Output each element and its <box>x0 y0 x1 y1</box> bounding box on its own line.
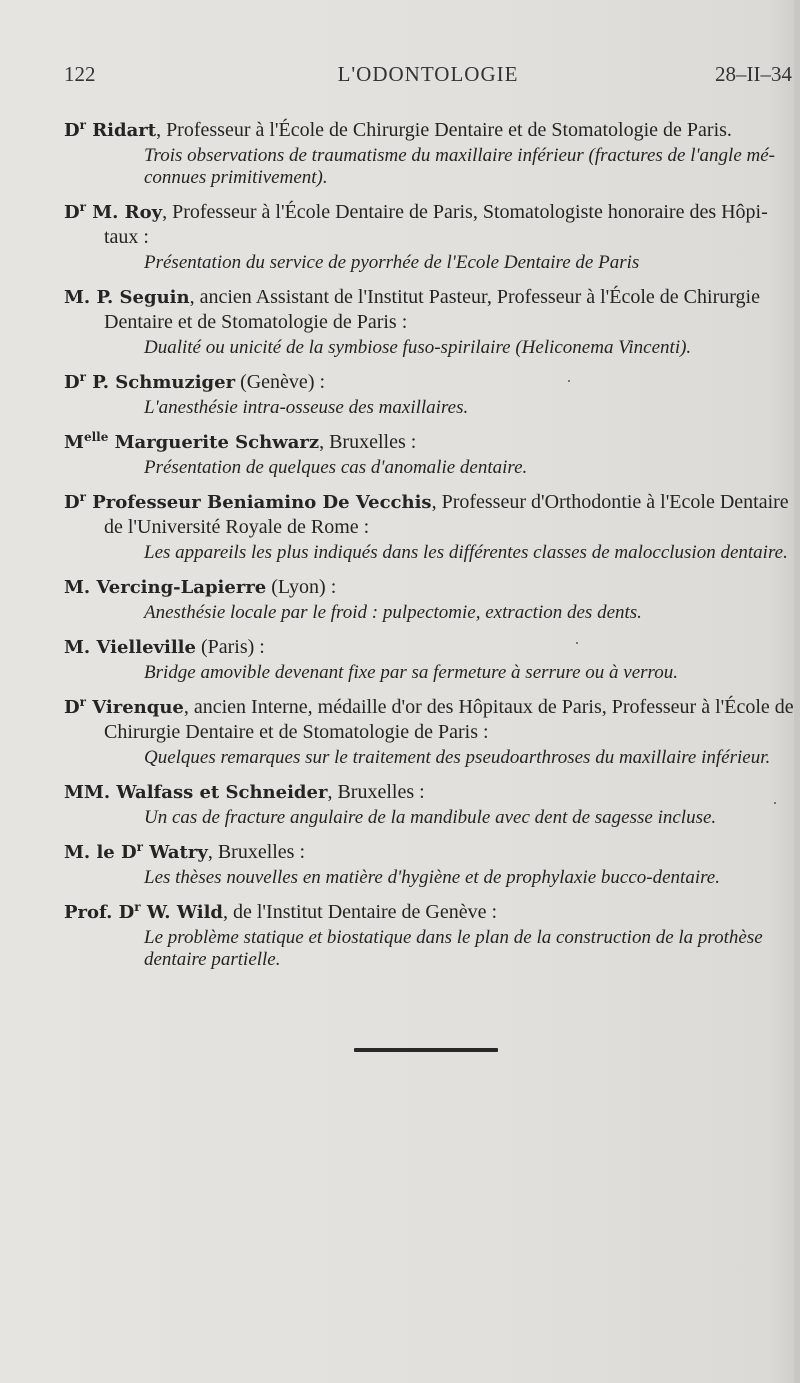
list-item <box>64 775 794 829</box>
list-item <box>64 570 794 624</box>
entry-author <box>64 195 794 250</box>
entry-author <box>64 630 794 660</box>
paper-speck <box>568 380 570 382</box>
entry-author <box>64 113 794 143</box>
page-edge <box>794 0 800 1383</box>
author-prefix: M <box>64 432 84 453</box>
entry-author <box>64 485 794 540</box>
entry-author <box>64 895 794 925</box>
author-prefix-sup: r <box>79 200 86 214</box>
list-item <box>64 195 794 274</box>
page-number: 122 <box>64 62 96 86</box>
entry-title: Trois observations de traumatisme du maxillaire inférieur (fractures de l'angle mé- connues primitivement). <box>144 145 775 188</box>
entry-author <box>64 690 794 745</box>
list-item <box>64 895 794 971</box>
author-prefix: D <box>64 492 80 513</box>
paper-speck <box>576 642 578 644</box>
author-prefix-sup: r <box>136 840 143 854</box>
entry-title: Le problème statique et biostatique dans le plan de la construction de la prothèse dentaire partielle. <box>144 927 763 970</box>
entry-author <box>64 835 794 865</box>
author-affiliation: , Professeur à l'École de Chirurgie Dentaire et de Stomatologie de Paris. <box>156 119 732 141</box>
author-name: M. Vielleville <box>64 637 196 658</box>
entry-author <box>64 570 794 600</box>
author-affiliation: , Professeur d'Orthodontie à l'Ecole Dentaire de l'Université Royale de Rome : <box>104 491 789 538</box>
author-prefix: D <box>64 202 80 223</box>
entry-author <box>64 365 794 395</box>
author-name: Marguerite Schwarz <box>114 432 320 453</box>
entry-title: L'anesthésie intra-osseuse des maxillaires. <box>144 397 469 418</box>
author-prefix: Prof. D <box>64 902 135 923</box>
closing-rule <box>354 1048 498 1052</box>
list-item <box>64 365 794 419</box>
author-affiliation: (Lyon) : <box>266 576 337 598</box>
running-header <box>64 62 792 90</box>
author-prefix: M. le D <box>64 842 137 863</box>
author-name: P. Schmuziger <box>92 372 236 393</box>
author-affiliation: (Genève) : <box>235 371 326 393</box>
author-affiliation: , Professeur à l'École Dentaire de Paris, Stomatologiste honoraire des Hôpi- taux : <box>104 201 768 248</box>
entry-title: Présentation de quelques cas d'anomalie dentaire. <box>144 457 528 478</box>
author-prefix-sup: r <box>79 370 86 384</box>
author-affiliation: , ancien Assistant de l'Institut Pasteur, Professeur à l'École de Chirurgie Dentaire et de Stomatologie de Paris : <box>104 286 760 333</box>
list-item <box>64 690 794 769</box>
author-affiliation: , ancien Interne, médaille d'or des Hôpitaux de Paris, Professeur à l'École de Chirurgie Dentaire et de Stomatologie de Paris : <box>104 696 794 743</box>
author-prefix-sup: r <box>79 118 86 132</box>
entry-title: Anesthésie locale par le froid : pulpectomie, extraction des dents. <box>144 602 642 623</box>
author-prefix-sup: r <box>134 900 141 914</box>
author-name: M. P. Seguin <box>64 287 190 308</box>
list-item <box>64 485 794 564</box>
author-name: M. Vercing-Lapierre <box>64 577 267 598</box>
entry-title: Les thèses nouvelles en matière d'hygiène et de prophylaxie bucco-dentaire. <box>144 867 720 888</box>
entry-title: Quelques remarques sur le traitement des pseudoarthroses du maxillaire inférieur. <box>144 747 771 768</box>
author-affiliation: , Bruxelles : <box>207 841 306 863</box>
author-affiliation: , Bruxelles : <box>319 431 417 453</box>
list-item <box>64 630 794 684</box>
author-name: Virenque <box>92 697 184 718</box>
paper-speck <box>774 802 776 804</box>
author-prefix: D <box>64 372 80 393</box>
author-name: Professeur Beniamino De Vecchis <box>92 492 432 513</box>
list-item <box>64 425 794 479</box>
entry-title: Les appareils les plus indiqués dans les différentes classes de malocclusion dentaire. <box>144 542 788 563</box>
author-name: M. Roy <box>92 202 163 223</box>
author-name: Watry <box>149 842 208 863</box>
list-item <box>64 835 794 889</box>
journal-title: L'ODONTOLOGIE <box>337 62 519 86</box>
author-affiliation: , de l'Institut Dentaire de Genève : <box>223 901 498 923</box>
entry-title: Présentation du service de pyorrhée de l'Ecole Dentaire de Paris <box>144 252 640 273</box>
entry-author <box>64 280 794 335</box>
entry-title: Dualité ou unicité de la symbiose fuso-spirilaire (Heliconema Vincenti). <box>144 337 692 358</box>
issue-date: 28–II–34 <box>715 62 792 86</box>
list-item <box>64 280 794 359</box>
entry-author <box>64 425 794 455</box>
entry-title: Bridge amovible devenant fixe par sa fermeture à serrure ou à verrou. <box>144 662 678 683</box>
author-affiliation: (Paris) : <box>195 636 265 658</box>
author-affiliation: , Bruxelles : <box>327 781 425 803</box>
author-name: MM. Walfass et Schneider <box>64 782 328 803</box>
list-item <box>64 113 794 189</box>
entry-title: Un cas de fracture angulaire de la mandibule avec dent de sagesse incluse. <box>144 807 717 828</box>
author-prefix-sup: r <box>79 695 86 709</box>
author-prefix: D <box>64 697 80 718</box>
author-name: W. Wild <box>146 902 223 923</box>
entry-author <box>64 775 794 805</box>
communications-list <box>64 113 794 977</box>
author-prefix: D <box>64 120 80 141</box>
author-name: Ridart <box>92 120 157 141</box>
author-prefix-sup: elle <box>83 430 109 444</box>
author-prefix-sup: r <box>79 490 86 504</box>
